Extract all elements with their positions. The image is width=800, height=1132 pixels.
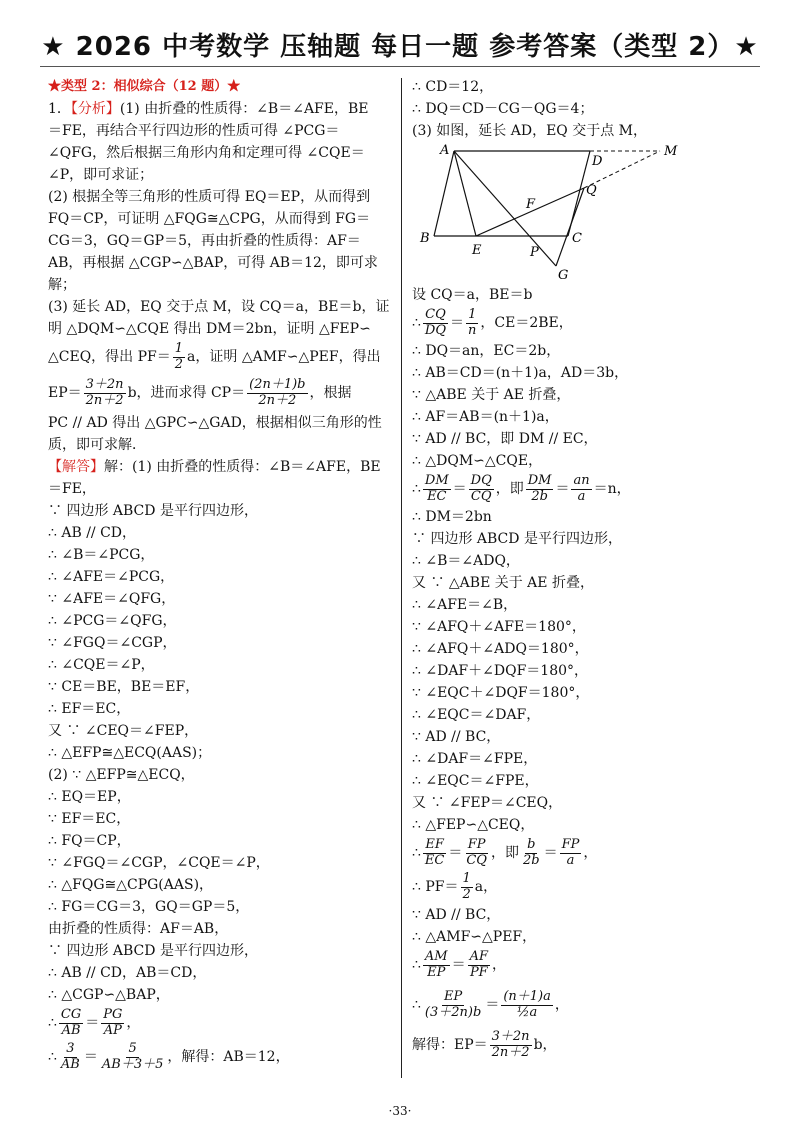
fraction <box>468 950 490 980</box>
fraction <box>464 838 489 868</box>
solution-line-27 <box>48 1040 393 1074</box>
solution-line-7: ∵ ∠AFE＝∠QFG， <box>48 591 176 607</box>
denominator: 2n＋2 <box>258 392 297 408</box>
label-p: P <box>530 245 539 260</box>
text-segment: ∴ <box>412 997 421 1013</box>
denominator: AB <box>60 1056 80 1072</box>
analysis-line-5: (2) 根据全等三角形的性质可得 EQ＝EP，从而得到 <box>48 189 371 205</box>
analysis-line-14: PC // AD 得出 △GPC∽△GAD，根据相似三角形的性 <box>48 415 382 431</box>
fraction <box>521 838 542 868</box>
solution-line-1 <box>48 456 393 478</box>
segment-qg <box>556 188 584 266</box>
geometry-figure <box>412 142 760 284</box>
fraction <box>247 378 307 408</box>
solution-line-49: ∴ ∠EQC＝∠DAF， <box>412 707 541 723</box>
fraction <box>84 378 126 408</box>
label-b: B <box>420 231 430 246</box>
solution-line-38: ∴ △DQM∽△CQE， <box>412 453 543 469</box>
solution-line-11: ∵ CE＝BE，BE＝EF， <box>48 679 200 695</box>
solution-line-48: ∵ ∠EQC＋∠DQF＝180°， <box>412 685 590 701</box>
solution-line-30: (3) 如图，延长 AD，EQ 交于点 M， <box>412 123 647 139</box>
section-heading: ★类型 2：相似综合（12 题）★ <box>48 79 241 94</box>
text-segment: b，进而求得 CP＝ <box>127 385 246 401</box>
page-number: ·33· <box>388 1104 412 1118</box>
denominator: EP <box>427 964 446 980</box>
text-segment: ＝ <box>451 957 466 973</box>
analysis-line-11: 明 △DQM∽△CQE 得出 DM＝2bn，证明 △FEP∽ <box>48 321 371 337</box>
solution-line-36: ∴ AF＝AB＝(n＋1)a， <box>412 409 559 425</box>
solution-line-17: ∵ EF＝EC， <box>48 811 131 827</box>
solution-line-14: ∴ △EFP≅△ECQ(AAS)； <box>48 745 212 761</box>
text-segment: △CEQ，得出 PF＝ <box>48 349 171 365</box>
text-segment: 解得：EP＝ <box>412 1037 488 1053</box>
numerator: DQ <box>470 473 492 489</box>
numerator: AF <box>469 949 489 965</box>
solution-line-10: ∴ ∠CQE＝∠P， <box>48 657 155 673</box>
denominator: (3＋2n)b <box>424 1004 482 1020</box>
solution-line-2: ＝FE， <box>48 481 96 497</box>
denominator: 2b <box>522 852 540 868</box>
text-segment: b， <box>533 1037 557 1053</box>
denominator: DQ <box>424 322 447 338</box>
solution-line-54: ∴ △FEP∽△CEQ， <box>412 817 535 833</box>
solution-line-23: ∵ 四边形 ABCD 是平行四边形， <box>48 943 258 959</box>
denominator: a <box>566 852 575 868</box>
text-segment: a， <box>474 879 498 895</box>
edge-ab <box>434 151 454 236</box>
solution-line-35: ∵ △ABE 关于 AE 折叠， <box>412 387 571 403</box>
numerator: 5 <box>128 1041 137 1057</box>
solution-line-52: ∴ ∠EQC＝∠FPE， <box>412 773 539 789</box>
solution-line-34: ∴ AB＝CD＝(n＋1)a，AD＝3b， <box>412 365 629 381</box>
solution-line-42: ∴ ∠B＝∠ADQ， <box>412 553 520 569</box>
fraction <box>423 474 451 504</box>
parallelogram-diagram <box>418 142 698 282</box>
denominator: n <box>468 322 477 338</box>
solution-tag: 【解答】 <box>48 459 104 475</box>
solution-line-39 <box>412 472 760 506</box>
text-segment: ，CE＝2BE， <box>480 315 573 331</box>
text-segment: ＝ <box>543 845 558 861</box>
numerator: 3＋2n <box>491 1029 530 1045</box>
numerator: 1 <box>174 341 184 357</box>
text-segment: ＝ <box>83 1049 98 1065</box>
right-column <box>412 76 760 1062</box>
problem-number: 1． <box>48 101 71 117</box>
numerator: CQ <box>425 307 446 323</box>
fraction <box>466 308 478 338</box>
solution-line-19: ∵ ∠FGQ＝∠CGP，∠CQE＝∠P， <box>48 855 270 871</box>
denominator: 2b <box>531 488 548 504</box>
solution-line-21: ∴ FG＝CG＝3，GQ＝GP＝5， <box>48 899 250 915</box>
analysis-text: (1) 由折叠的性质得：∠B＝∠AFE，BE <box>119 101 369 117</box>
page-title: ★ 2026 中考数学 压轴题 每日一题 参考答案（类型 2）★ <box>41 32 759 62</box>
analysis-line-9: 解； <box>48 277 76 293</box>
solution-line-61 <box>412 1028 760 1062</box>
denominator: AB <box>61 1022 81 1038</box>
fraction <box>501 990 553 1020</box>
solution-line-46: ∴ ∠AFQ＋∠ADQ＝180°， <box>412 641 589 657</box>
fraction <box>173 342 185 372</box>
analysis-line-4: ∠P，即可求证； <box>48 167 154 183</box>
text-segment: ＝ <box>85 1015 100 1031</box>
fraction <box>423 990 483 1020</box>
solution-line-5: ∴ ∠B＝∠PCG， <box>48 547 155 563</box>
segment-eq <box>476 188 584 236</box>
solution-text: 解：(1) 由折叠的性质得：∠B＝∠AFE，BE <box>104 459 381 475</box>
solution-line-56 <box>412 870 760 904</box>
analysis-line-7: CG＝3，GQ＝GP＝5，再由折叠的性质得：AF＝ <box>48 233 361 249</box>
text-segment: ，即 <box>490 845 519 861</box>
numerator: 1 <box>462 871 471 887</box>
text-segment: ，即 <box>495 481 524 497</box>
text-segment: ＝ <box>555 481 570 497</box>
solution-line-41: ∵ 四边形 ABCD 是平行四边形， <box>412 531 622 547</box>
numerator: 1 <box>468 307 477 323</box>
text-segment: ＝ <box>485 997 500 1013</box>
solution-line-28: ∴ CD＝12， <box>412 79 494 95</box>
denominator: AB＋3＋5 <box>101 1056 164 1072</box>
solution-line-29: ∴ DQ＝CD－CG－QG＝4； <box>412 101 594 117</box>
fraction <box>560 838 582 868</box>
solution-line-8: ∴ ∠PCG＝∠QFG， <box>48 613 177 629</box>
solution-line-9: ∵ ∠FGQ＝∠CGP， <box>48 635 177 651</box>
label-a: A <box>440 143 450 158</box>
left-column <box>48 76 393 1074</box>
fraction <box>100 1042 165 1072</box>
fraction <box>423 950 450 980</box>
fraction <box>101 1008 124 1038</box>
solution-line-50: ∵ AD // BC， <box>412 729 501 745</box>
solution-line-58: ∴ △AMF∽△PEF， <box>412 929 537 945</box>
fraction <box>490 1030 532 1060</box>
label-d: D <box>592 154 603 169</box>
numerator: 3 <box>66 1041 75 1057</box>
numerator: FP <box>561 837 580 853</box>
solution-line-20: ∴ △FQG≅△CPG(AAS)， <box>48 877 214 893</box>
solution-line-13: 又 ∵ ∠CEQ＝∠FEP， <box>48 723 199 739</box>
analysis-line-3: ∠QFG，然后根据三角形内角和定理可得 ∠CQE＝ <box>48 145 365 161</box>
fraction <box>59 1042 82 1072</box>
solution-line-40: ∴ DM＝2bn <box>412 509 492 525</box>
text-segment: ＝ <box>448 845 463 861</box>
numerator: 3＋2n <box>85 377 124 393</box>
text-segment: ∴ PF＝ <box>412 879 459 895</box>
solution-line-32 <box>412 306 760 340</box>
text-segment: ， <box>492 957 507 973</box>
text-segment: ∴ <box>412 315 421 331</box>
numerator: CG <box>60 1007 82 1023</box>
label-e: E <box>472 243 482 258</box>
solution-line-59 <box>412 948 760 982</box>
solution-line-53: 又 ∵ ∠FEP＝∠CEQ， <box>412 795 563 811</box>
analysis-tag: 【分析】 <box>70 101 120 117</box>
label-g: G <box>558 268 569 282</box>
denominator: 2 <box>462 886 471 902</box>
fraction <box>59 1008 83 1038</box>
text-segment: ， <box>126 1015 141 1031</box>
label-q: Q <box>586 183 597 198</box>
numerator: EF <box>425 837 444 853</box>
fraction <box>423 838 446 868</box>
solution-line-33: ∴ DQ＝an，EC＝2b， <box>412 343 561 359</box>
title-divider <box>40 66 760 67</box>
denominator: EC <box>427 488 447 504</box>
solution-line-25: ∴ △CGP∽△BAP， <box>48 987 170 1003</box>
column-divider <box>401 78 402 1078</box>
solution-line-47: ∴ ∠DAF＋∠DQF＝180°， <box>412 663 589 679</box>
solution-line-51: ∴ ∠DAF＝∠FPE， <box>412 751 538 767</box>
fraction <box>469 474 494 504</box>
solution-line-55 <box>412 836 760 870</box>
solution-line-44: ∴ ∠AFE＝∠B， <box>412 597 518 613</box>
text-segment: ， <box>554 997 569 1013</box>
denominator: EC <box>424 852 445 868</box>
solution-line-3: ∵ 四边形 ABCD 是平行四边形， <box>48 503 258 519</box>
solution-line-4: ∴ AB // CD， <box>48 525 137 541</box>
denominator: CQ <box>466 852 487 868</box>
solution-line-37: ∵ AD // BC，即 DM // EC， <box>412 431 598 447</box>
fraction <box>571 474 591 504</box>
denominator: PF <box>469 964 488 980</box>
text-segment: ∴ <box>412 957 421 973</box>
analysis-line-2: ＝FE，再结合平行四边形的性质可得 ∠PCG＝ <box>48 123 340 139</box>
solution-line-15: (2) ∵ △EFP≅△ECQ， <box>48 767 195 783</box>
numerator: AM <box>424 949 448 965</box>
text-segment: EP＝ <box>48 385 82 401</box>
text-segment: ∴ <box>48 1049 57 1065</box>
solution-line-26 <box>48 1006 393 1040</box>
text-segment: ∴ <box>412 845 421 861</box>
label-f: F <box>526 197 536 212</box>
analysis-line-8: AB，再根据 △CGP∽△BAP，可得 AB＝12，即可求 <box>48 255 378 271</box>
analysis-line-13 <box>48 374 393 412</box>
text-segment: ∴ <box>412 481 421 497</box>
numerator: FP <box>467 837 486 853</box>
denominator: AP <box>103 1022 122 1038</box>
analysis-line-10: (3) 延长 AD，EQ 交于点 M，设 CQ＝a，BE＝b，证 <box>48 299 390 315</box>
text-segment: ∴ <box>48 1015 57 1031</box>
solution-line-31: 设 CQ＝a，BE＝b <box>412 287 533 303</box>
analysis-line-15: 质，即可求解． <box>48 437 146 453</box>
label-c: C <box>572 231 582 246</box>
numerator: DM <box>424 473 449 489</box>
label-m: M <box>664 144 678 159</box>
solution-line-45: ∵ ∠AFQ＋∠AFE＝180°， <box>412 619 586 635</box>
numerator: (2n＋1)b <box>249 377 306 393</box>
solution-line-12: ∴ EF＝EC， <box>48 701 131 717</box>
solution-line-57: ∵ AD // BC， <box>412 907 501 923</box>
denominator: CQ <box>470 488 492 504</box>
numerator: (n＋1)a <box>503 989 551 1005</box>
denominator: 2n＋2 <box>491 1044 530 1060</box>
numerator: EP <box>443 989 463 1005</box>
analysis-line-1 <box>48 98 393 120</box>
text-segment: ，解得：AB＝12， <box>167 1049 290 1065</box>
numerator: PG <box>103 1007 123 1023</box>
denominator: 2 <box>174 356 184 372</box>
text-segment: ＝ <box>452 481 467 497</box>
analysis-line-6: FQ＝CP，可证明 △FQG≅△CPG，从而得到 FG＝ <box>48 211 371 227</box>
solution-line-24: ∴ AB // CD，AB＝CD， <box>48 965 207 981</box>
solution-line-18: ∴ FQ＝CP， <box>48 833 131 849</box>
text-segment: ， <box>583 845 598 861</box>
numerator: b <box>527 837 536 853</box>
solution-line-6: ∴ ∠AFE＝∠PCG， <box>48 569 175 585</box>
text-segment: ，根据 <box>309 385 352 401</box>
solution-line-22: 由折叠的性质得：AF＝AB， <box>48 921 229 937</box>
text-segment: ＝n， <box>593 481 631 497</box>
text-segment: a，证明 △AMF∽△PEF，得出 <box>187 349 381 365</box>
analysis-line-12 <box>48 340 393 374</box>
fraction <box>461 872 473 902</box>
numerator: an <box>573 473 590 489</box>
denominator: ½a <box>516 1004 538 1020</box>
denominator: a <box>577 488 586 504</box>
denominator: 2n＋2 <box>85 392 124 408</box>
fraction <box>526 474 554 504</box>
text-segment: ＝ <box>450 315 465 331</box>
numerator: DM <box>527 473 552 489</box>
fraction <box>423 308 448 338</box>
solution-line-60 <box>412 982 760 1028</box>
solution-line-16: ∴ EQ＝EP， <box>48 789 131 805</box>
solution-line-43: 又 ∵ △ABE 关于 AE 折叠， <box>412 575 594 591</box>
